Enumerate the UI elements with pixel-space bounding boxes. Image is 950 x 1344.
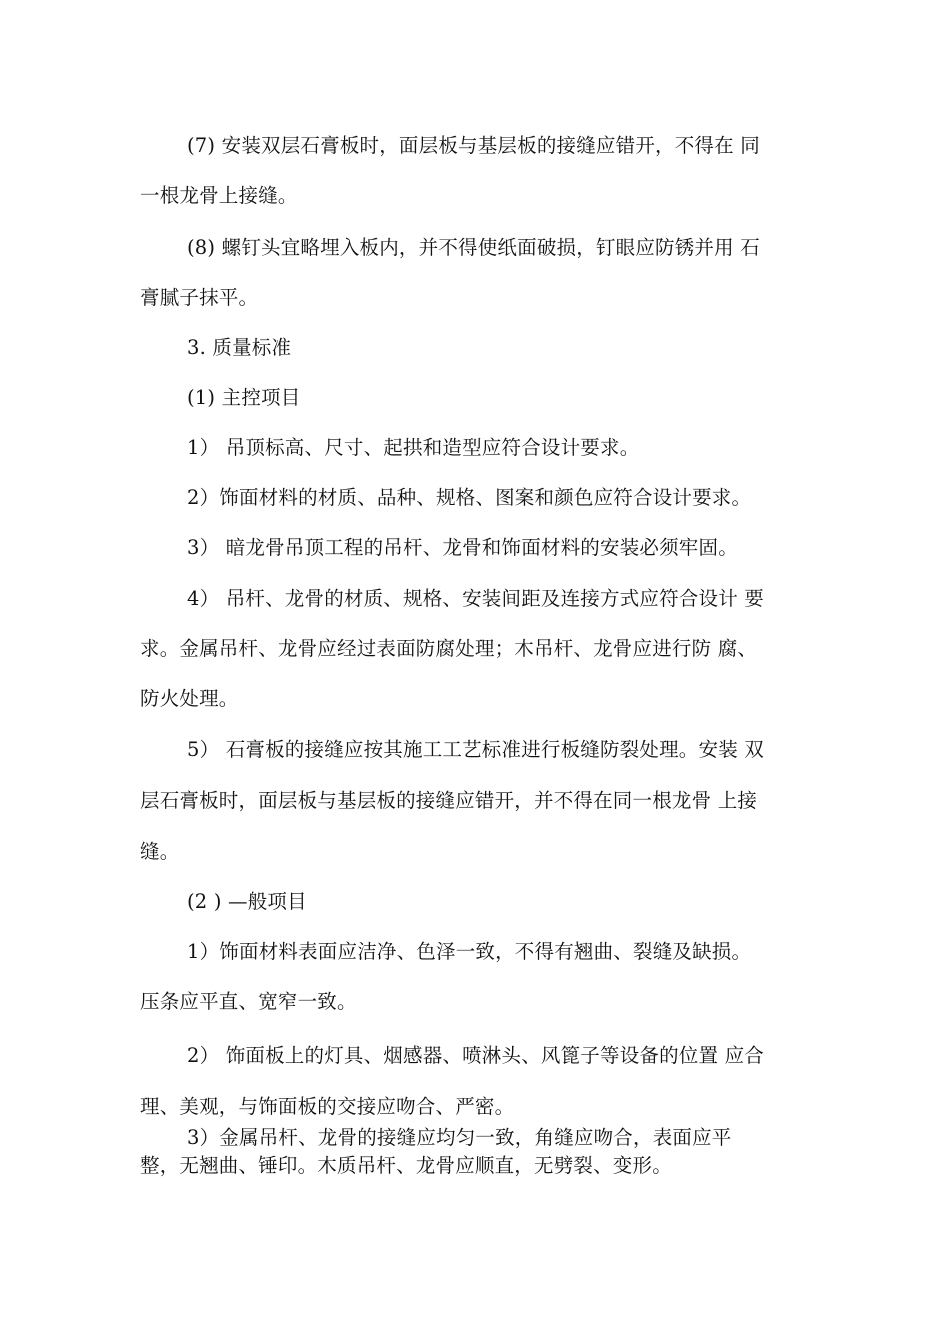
list-item: 1） 吊顶标高、尺寸、起拱和造型应符合设计要求。 [187, 436, 640, 459]
paragraph-line: 整，无翘曲、锤印。木质吊杆、龙骨应顺直，无劈裂、变形。 [140, 1154, 672, 1177]
paragraph-line: 一根龙骨上接缝。 [140, 184, 298, 207]
list-item: 2） 饰面板上的灯具、烟感器、喷淋头、风篦子等设备的位置 应合 [187, 1044, 765, 1067]
subsection-heading: (1) 主控项目 [187, 386, 301, 409]
paragraph-line: 层石膏板时，面层板与基层板的接缝应错开，并不得在同一根龙骨 上接 [140, 789, 758, 812]
paragraph-line: 求。金属吊杆、龙骨应经过表面防腐处理；木吊杆、龙骨应进行防 腐、 [140, 637, 758, 660]
paragraph-line: 理、美观，与饰面板的交接应吻合、严密。 [140, 1095, 515, 1118]
list-item: 1）饰面材料表面应洁净、色泽一致，不得有翘曲、裂缝及缺损。 [187, 940, 752, 963]
list-item: 3）金属吊杆、龙骨的接缝应均匀一致，角缝应吻合，表面应平 [187, 1126, 732, 1149]
list-item: 4） 吊杆、龙骨的材质、规格、安装间距及连接方式应符合设计 要 [187, 587, 765, 610]
section-heading: 3. 质量标准 [187, 336, 292, 359]
subsection-heading: (2 ) —般项目 [187, 890, 307, 913]
paragraph-line: 防火处理。 [140, 687, 239, 710]
list-item: 3） 暗龙骨吊顶工程的吊杆、龙骨和饰面材料的安装必须牢固。 [187, 536, 738, 559]
paragraph-line: 压条应平直、宽窄一致。 [140, 990, 357, 1013]
paragraph-line: (7) 安装双层石膏板时，面层板与基层板的接缝应错开，不得在 同 [187, 134, 760, 157]
list-item: 2）饰面材料的材质、品种、规格、图案和颜色应符合设计要求。 [187, 486, 752, 509]
paragraph-line: 膏腻子抹平。 [140, 286, 259, 309]
list-item: 5） 石膏板的接缝应按其施工工艺标准进行板缝防裂处理。安装 双 [187, 738, 765, 761]
paragraph-line: (8) 螺钉头宜略埋入板内，并不得使纸面破损，钉眼应防锈并用 石 [187, 236, 760, 259]
paragraph-line: 缝。 [140, 840, 180, 863]
